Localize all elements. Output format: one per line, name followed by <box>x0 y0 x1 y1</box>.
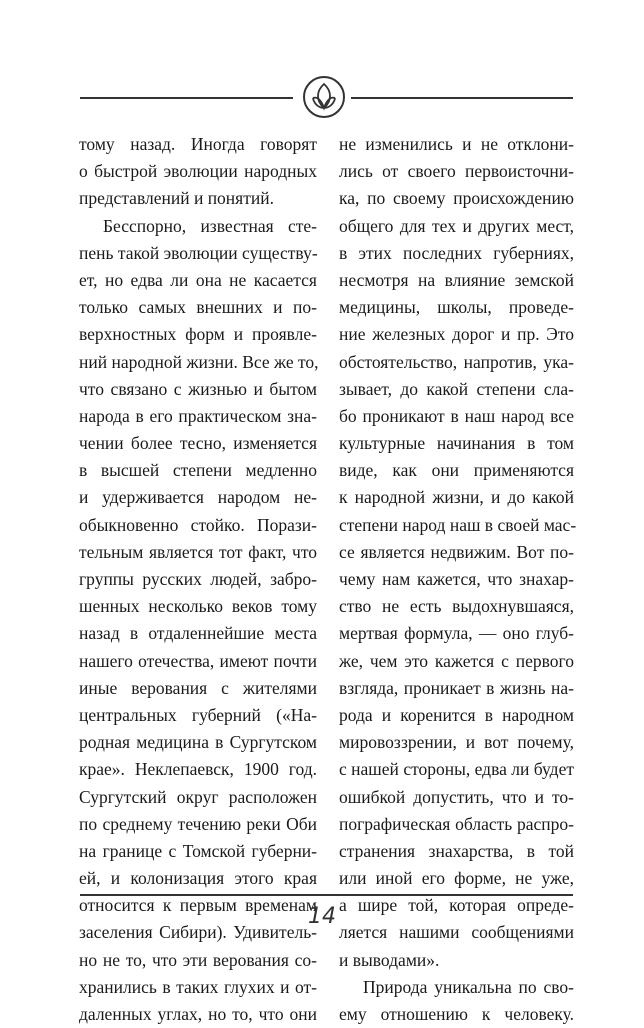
lotus-circle-icon <box>301 74 347 120</box>
text-line: в этих последних губерниях, <box>339 242 574 263</box>
text-line: по среднему течению реки Оби <box>79 813 317 834</box>
text-line: относится к первым временам <box>79 895 317 916</box>
text-line: ет, но едва ли она не касается <box>79 269 317 290</box>
text-line: ние железных дорог и пр. Это <box>339 324 574 345</box>
text-line: ка, по своему происхождению <box>339 188 574 209</box>
header-rule-left <box>80 97 293 99</box>
text-line: даленных углах, но то, что они <box>79 1004 317 1024</box>
text-line: ей, и колонизация этого края <box>79 868 317 889</box>
text-line: общего для тех и других мест, <box>339 215 574 236</box>
text-line: заселения Сибири). Удивитель- <box>79 922 317 943</box>
text-line: что связано с жизнью и бытом <box>79 378 317 399</box>
text-line: или иной его форме, не уже, <box>339 868 574 889</box>
text-line: Природа уникальна по сво- <box>363 976 574 997</box>
text-line: чему нам кажется, что знахар- <box>339 569 574 589</box>
text-line: и удерживается народом не- <box>79 487 317 508</box>
text-line: рода и коренится в народном <box>339 704 574 725</box>
text-line: и выводами». <box>339 949 440 970</box>
text-line: только самых внешних и по- <box>79 297 317 318</box>
text-line: Бесспорно, известная сте- <box>103 215 317 236</box>
text-line: с нашей стороны, едва ли будет <box>339 759 574 780</box>
text-line: степени народ наш в своей мас- <box>339 514 577 535</box>
text-line: медицины, школы, проведе- <box>339 297 574 318</box>
footer-rule <box>80 894 573 896</box>
text-line: народа в его практическом зна- <box>79 405 317 426</box>
text-line: на границе с Томской губерни- <box>79 840 317 861</box>
text-line: крае». Неклепаевск, 1900 год. <box>79 759 317 780</box>
text-line: взгляда, проникает в жизнь на- <box>339 677 574 698</box>
text-line: чении более тесно, изменяется <box>79 433 317 454</box>
text-line: обстоятельство, напротив, ука- <box>339 351 574 372</box>
text-line: ляется нашими сообщениями <box>339 922 574 943</box>
text-line: мировоззрении, и вот почему, <box>339 732 574 753</box>
text-line: верхностных форм и проявле- <box>79 324 317 345</box>
text-line: шенных несколько веков тому <box>79 596 317 617</box>
text-line: зывает, до какой степени сла- <box>339 378 574 399</box>
text-line: обыкновенно стойко. Порази- <box>79 514 317 535</box>
text-line: нашего отечества, имеют почти <box>79 650 317 671</box>
text-line: тому назад. Иногда говорят <box>79 134 317 154</box>
text-line: ему отношению к человеку. <box>339 1004 574 1024</box>
text-line: странения знахарства, в той <box>339 840 574 861</box>
text-line: тельным является тот факт, что <box>79 541 317 562</box>
text-line: о быстрой эволюции народных <box>79 161 317 182</box>
text-line: несмотря на влияние земской <box>339 269 574 290</box>
text-line: ний народной жизни. Все же то, <box>79 351 319 372</box>
text-line: се является недвижим. Вот по- <box>339 541 574 562</box>
text-line: ство не есть выдохнувшаяся, <box>339 596 574 617</box>
text-line: культурные начинания в том <box>339 433 574 454</box>
text-line: родная медицина в Сургутском <box>79 732 317 753</box>
text-line: пографическая область распро- <box>339 813 574 834</box>
text-line: лись от своего первоисточни- <box>339 161 574 182</box>
text-line: не изменились и не отклони- <box>339 134 574 154</box>
text-line: группы русских людей, забро- <box>79 569 317 589</box>
text-line: а шире той, которая опреде- <box>339 895 574 916</box>
text-line: виде, как они применяются <box>339 460 574 481</box>
text-line: иные верования с жителями <box>79 677 317 698</box>
text-line: же, чем это кажется с первого <box>339 650 574 671</box>
text-line: хранились в таких глухих и от- <box>79 976 317 997</box>
text-line: ошибкой допустить, что и то- <box>339 786 574 807</box>
text-line: представлений и понятий. <box>79 188 274 209</box>
text-line: к народной жизни, и до какой <box>339 487 574 508</box>
page-number: 14 <box>308 904 336 929</box>
text-line: мертвая формула, — оно глуб- <box>339 623 574 644</box>
text-line: центральных губерний («На- <box>79 704 317 725</box>
text-line: пень такой эволюции существу- <box>79 242 318 263</box>
text-line: в высшей степени медленно <box>79 460 317 481</box>
text-line: бо проникают в наш народ все <box>339 405 574 426</box>
text-line: назад в отдаленнейшие места <box>79 623 317 644</box>
header-rule-right <box>351 97 573 99</box>
text-line: но не то, что эти верования со- <box>79 949 317 970</box>
text-line: Сургутский округ расположен <box>79 786 317 807</box>
